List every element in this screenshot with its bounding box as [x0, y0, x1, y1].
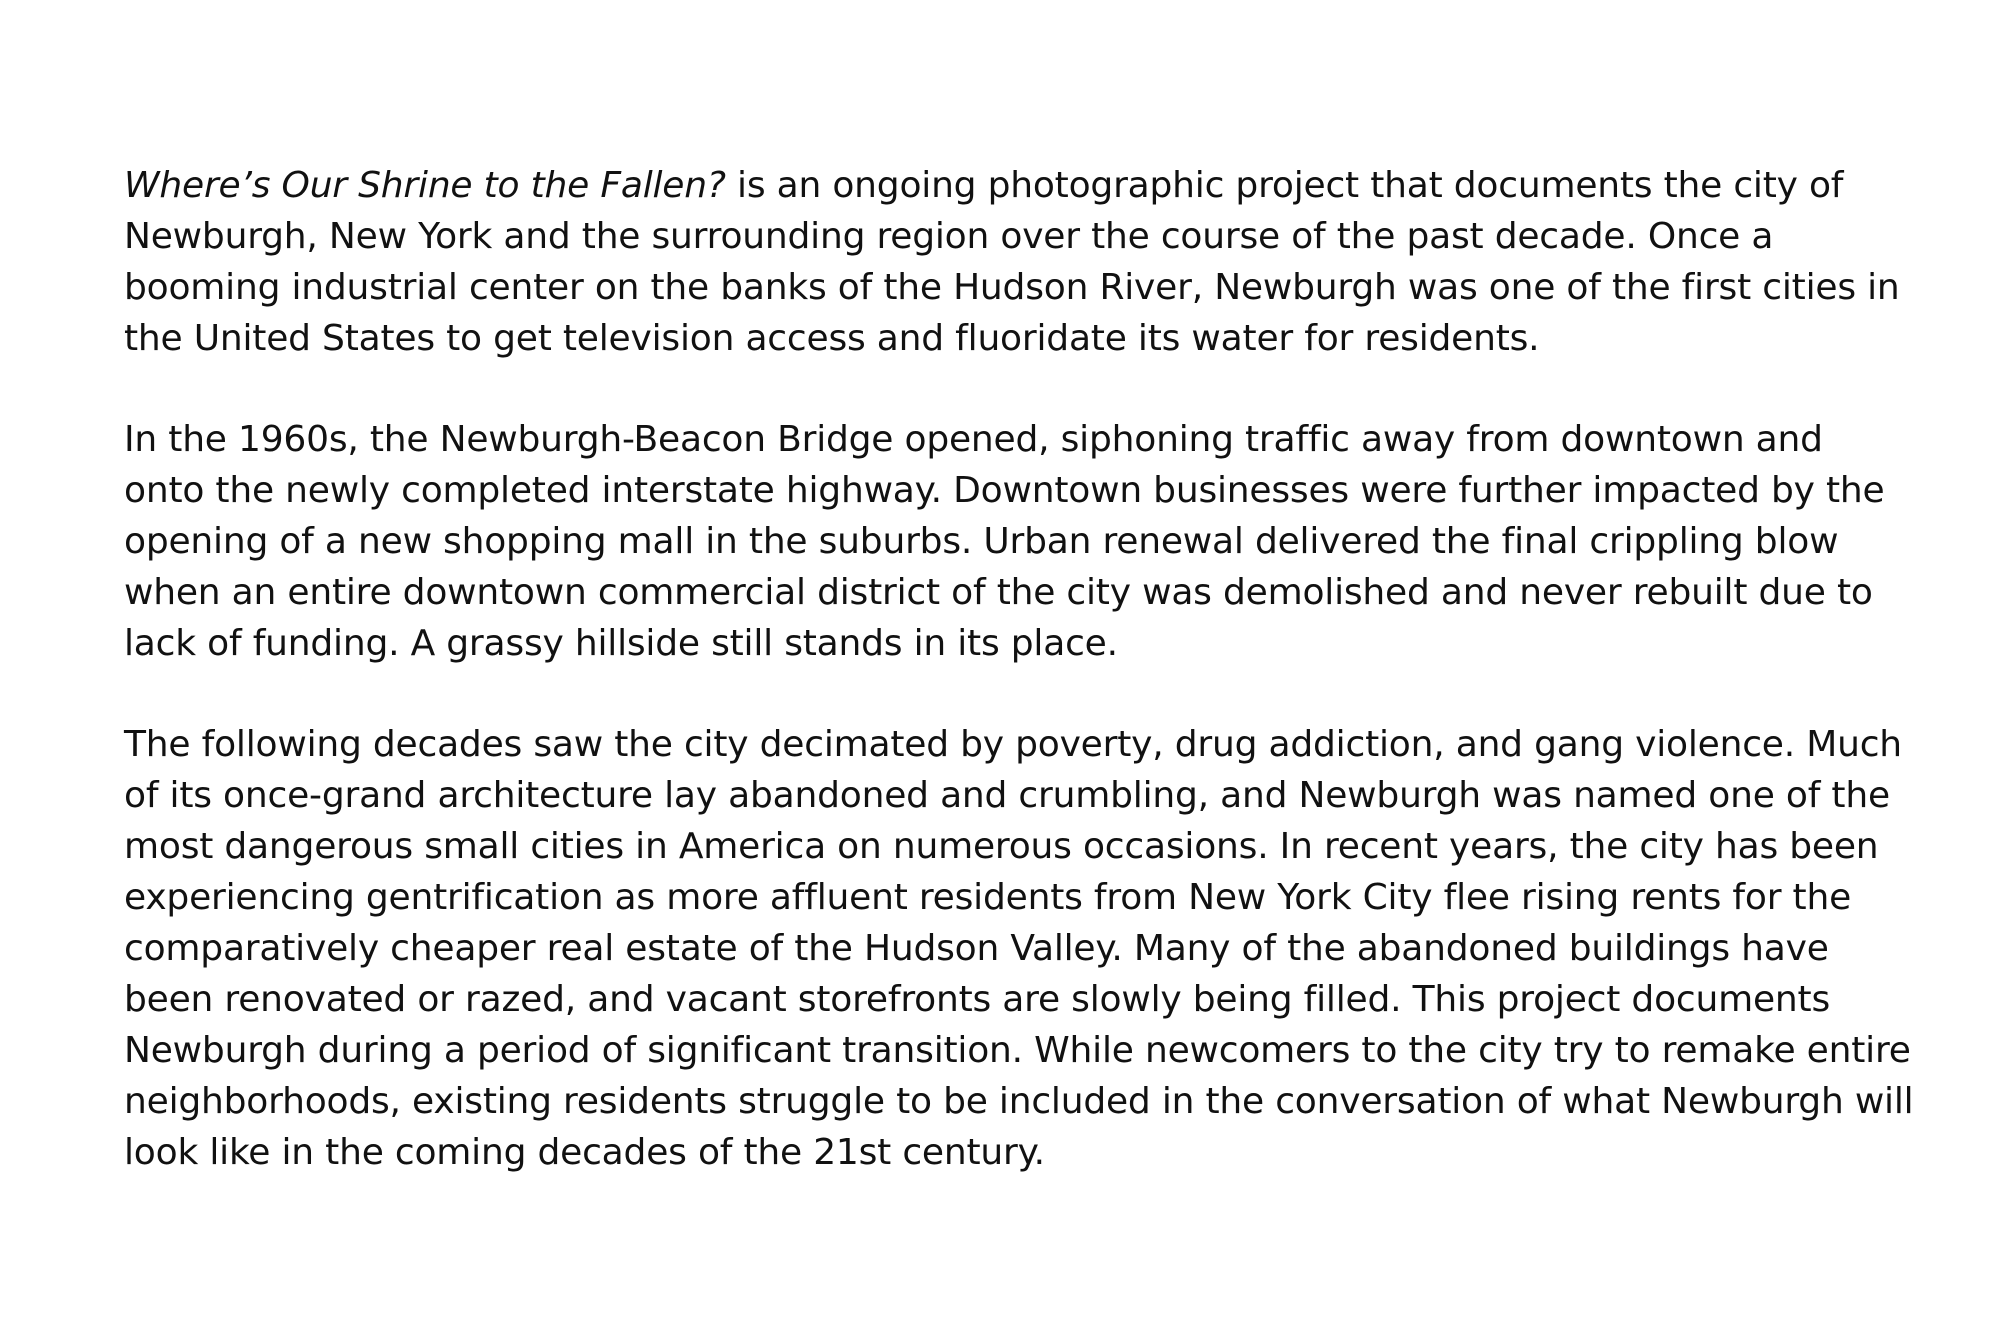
paragraph-intro-text: is an ongoing photographic project that documents the city of Newburgh, New York and the surrounding region over the course of the past decade. Once a booming industrial center on the banks of the Hudson River, Newburgh was one of the first cities in the United States to get television access and fluoridate its water for residents.	[124, 165, 1900, 359]
paragraph-history: In the 1960s, the Newburgh-Beacon Bridge opened, siphoning traffic away from downtown and onto the newly completed interstate highway. Downtown businesses were further impacted by the opening of a new shopping mall in the suburbs. Urban renewal delivered the final crippling blow when an entire downtown commercial district of the city was demolished and never rebuilt due to lack of funding. A grassy hillside still stands in its place.	[124, 419, 1885, 664]
paragraph-decline: The following decades saw the city decimated by poverty, drug addiction, and gang violence. Much of its once-grand architecture lay abandoned and crumbling, and Newburgh was named one of the most dangerous small cities in America on numerous occasions. In recent years, the city has been experiencing gentrification as more affluent residents from New York City flee rising rents for the comparatively cheaper real estate of the Hudson Valley. Many of the abandoned buildings have been renovated or razed, and vacant storefronts are slowly being filled. This project documents Newburgh during a period of significant transition. While newcomers to the city try to remake entire neighborhoods, existing residents struggle to be included in the conversation of what Newburgh will look like in the coming decades of the 21st century.	[124, 724, 1914, 1173]
project-title: Where’s Our Shrine to the Fallen?	[124, 165, 726, 206]
paragraph-intro	[124, 160, 1914, 364]
document-body	[124, 160, 1914, 1228]
